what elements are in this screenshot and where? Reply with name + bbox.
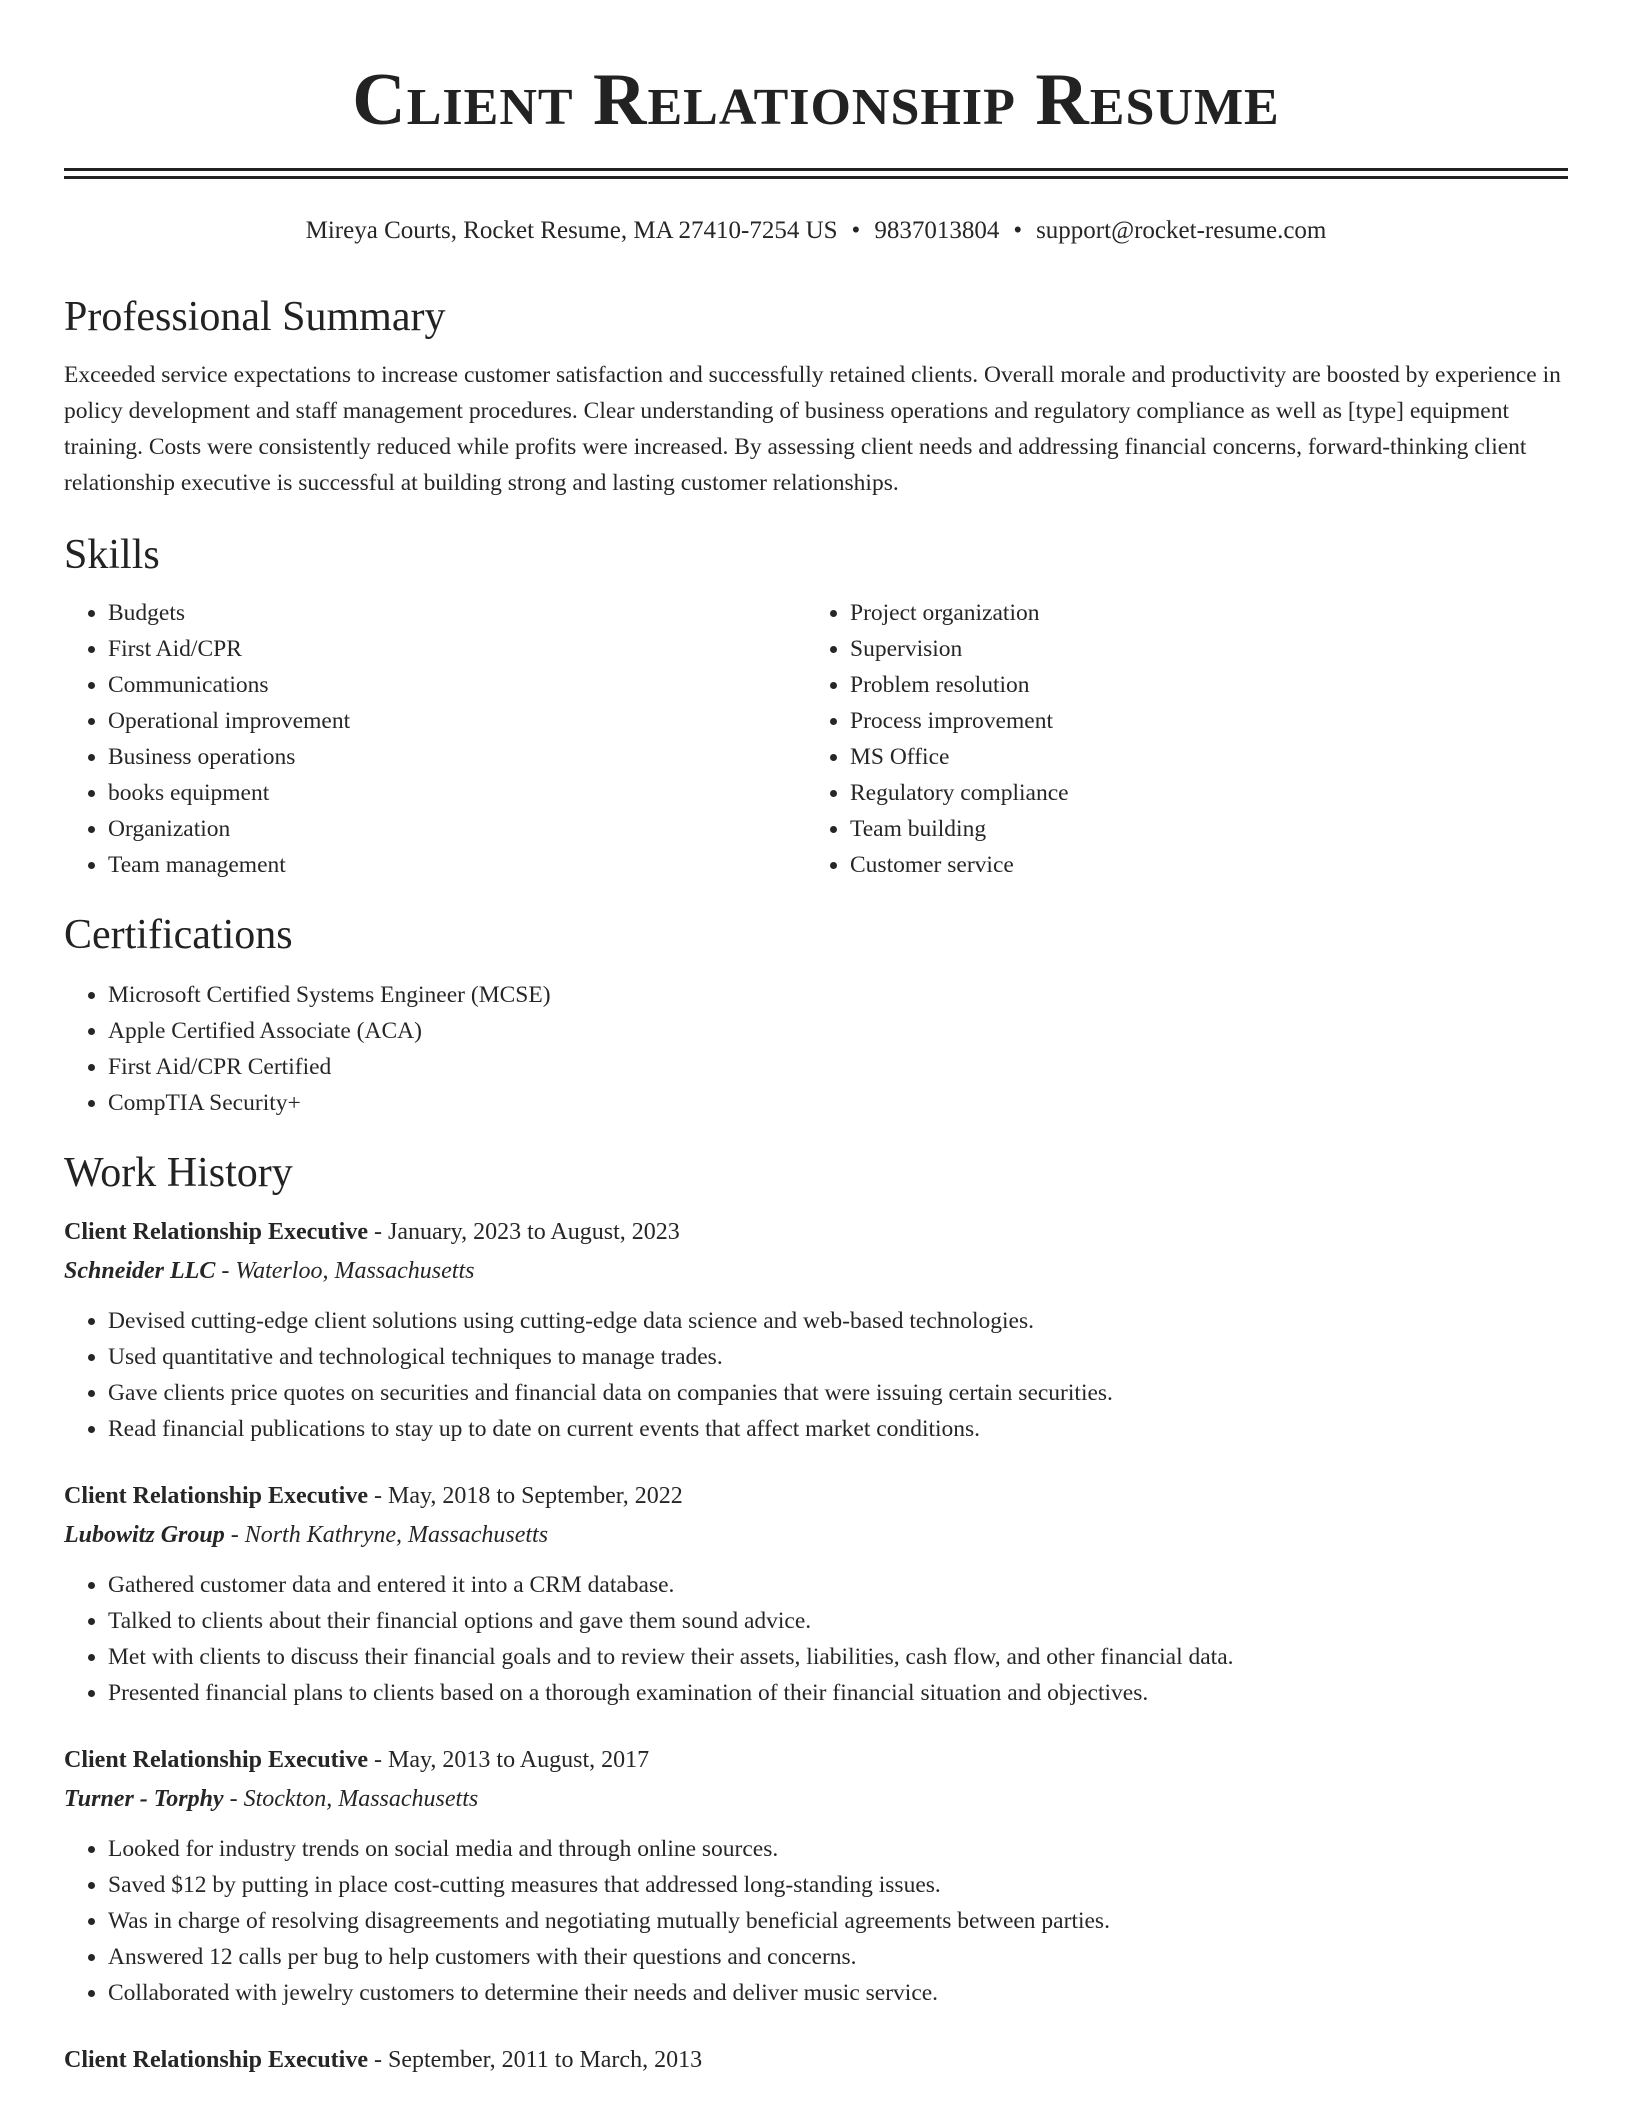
job-company-line <box>64 1251 1568 1291</box>
skill-item: • Process improvement <box>850 703 1548 739</box>
job-title: Client Relationship Executive <box>64 1483 368 1509</box>
job-bullets <box>64 1831 1568 2011</box>
job-bullet: • Read financial publications to stay up to date on current events that affect market conditions. <box>108 1411 1568 1447</box>
resume-page <box>64 0 1568 2079</box>
job-company: Lubowitz Group <box>64 1522 225 1548</box>
job-bullet: • Devised cutting-edge client solutions using cutting-edge data science and web-based technologies. <box>108 1303 1568 1339</box>
job-bullet: • Collaborated with jewelry customers to determine their needs and deliver music service. <box>108 1975 1568 2011</box>
job-bullets <box>64 1567 1568 1711</box>
skills-list-right <box>806 595 1548 883</box>
contact-address: Mireya Courts, Rocket Resume, MA 27410-7254 US <box>305 217 838 244</box>
job-title: Client Relationship Executive <box>64 1219 368 1245</box>
job-dates: - January, 2023 to August, 2023 <box>368 1219 680 1245</box>
certification-item: • First Aid/CPR Certified <box>108 1049 1568 1085</box>
job-bullet: • Looked for industry trends on social media and through online sources. <box>108 1831 1568 1867</box>
skill-item: • Business operations <box>108 739 806 775</box>
job-bullet: • Answered 12 calls per bug to help customers with their questions and concerns. <box>108 1939 1568 1975</box>
certification-item: • CompTIA Security+ <box>108 1085 1568 1121</box>
job-bullet: • Used quantitative and technological techniques to manage trades. <box>108 1339 1568 1375</box>
job-entry <box>64 2041 1568 2079</box>
skill-item: • Customer service <box>850 847 1548 883</box>
job-bullets <box>64 1303 1568 1447</box>
contact-separator: • <box>1013 217 1023 244</box>
certification-item: • Apple Certified Associate (ACA) <box>108 1013 1568 1049</box>
job-bullet: • Saved $12 by putting in place cost-cutting measures that addressed long-standing issues. <box>108 1867 1568 1903</box>
job-dates: - May, 2018 to September, 2022 <box>368 1483 683 1509</box>
summary-text: Exceeded service expectations to increase customer satisfaction and successfully retained clients. Overall morale and productivity are boosted by experience in policy development and staff management procedures. Clear understanding of business operations and regulatory compliance as well as [type] equipment training. Costs were consistently reduced while profits were increased. By assessing client needs and addressing financial concerns, forward-thinking client relationship executive is successful at building strong and lasting customer relationships. <box>64 362 1561 496</box>
certifications-heading: Certifications <box>64 912 293 958</box>
contact-separator: • <box>851 217 861 244</box>
certifications-list <box>64 977 1568 1121</box>
job-dates: - September, 2011 to March, 2013 <box>368 2047 703 2073</box>
skill-item: • Communications <box>108 667 806 703</box>
job-bullet: • Gave clients price quotes on securities and financial data on companies that were issuing certain securities. <box>108 1375 1568 1411</box>
certification-item: • Microsoft Certified Systems Engineer (MCSE) <box>108 977 1568 1013</box>
job-entry <box>64 1741 1568 2011</box>
skill-item: • Organization <box>108 811 806 847</box>
contact-phone: 9837013804 <box>874 217 1000 244</box>
skill-item: • Regulatory compliance <box>850 775 1548 811</box>
skill-item: • books equipment <box>108 775 806 811</box>
contact-line <box>64 215 1568 247</box>
skill-item: • Team management <box>108 847 806 883</box>
job-company-line <box>64 1779 1568 1819</box>
skills-list-left <box>64 595 806 883</box>
skill-item: • Problem resolution <box>850 667 1548 703</box>
summary-heading: Professional Summary <box>64 294 446 340</box>
job-location: - North Kathryne, Massachusetts <box>224 1522 549 1548</box>
job-bullet: • Met with clients to discuss their financial goals and to review their assets, liabilities, cash flow, and other financial data. <box>108 1639 1568 1675</box>
title-divider <box>64 168 1568 179</box>
job-location: - Waterloo, Massachusetts <box>215 1258 475 1284</box>
skills-heading: Skills <box>64 532 160 578</box>
contact-email: support@rocket-resume.com <box>1036 217 1327 244</box>
page-title: Client Relationship Resume <box>352 59 1280 141</box>
job-header <box>64 1741 1568 1779</box>
job-header <box>64 1477 1568 1515</box>
skills-columns <box>64 595 1568 883</box>
skill-item: • Supervision <box>850 631 1548 667</box>
skill-item: • Project organization <box>850 595 1548 631</box>
job-bullet: • Gathered customer data and entered it into a CRM database. <box>108 1567 1568 1603</box>
job-company: Turner - Torphy <box>64 1786 224 1812</box>
job-bullet: • Talked to clients about their financial options and gave them sound advice. <box>108 1603 1568 1639</box>
job-header <box>64 2041 1568 2079</box>
work-history-heading: Work History <box>64 1150 293 1196</box>
job-dates: - May, 2013 to August, 2017 <box>368 1747 650 1773</box>
skill-item: • First Aid/CPR <box>108 631 806 667</box>
job-location: - Stockton, Massachusetts <box>223 1786 479 1812</box>
skill-item: • Budgets <box>108 595 806 631</box>
job-title: Client Relationship Executive <box>64 1747 368 1773</box>
job-entry <box>64 1213 1568 1447</box>
job-company: Schneider LLC <box>64 1258 216 1284</box>
job-bullet: • Presented financial plans to clients based on a thorough examination of their financial situation and objectives. <box>108 1675 1568 1711</box>
skill-item: • Team building <box>850 811 1548 847</box>
job-title: Client Relationship Executive <box>64 2047 368 2073</box>
skill-item: • MS Office <box>850 739 1548 775</box>
job-entry <box>64 1477 1568 1711</box>
skill-item: • Operational improvement <box>108 703 806 739</box>
job-company-line <box>64 1515 1568 1555</box>
job-header <box>64 1213 1568 1251</box>
job-bullet: • Was in charge of resolving disagreements and negotiating mutually beneficial agreements between parties. <box>108 1903 1568 1939</box>
